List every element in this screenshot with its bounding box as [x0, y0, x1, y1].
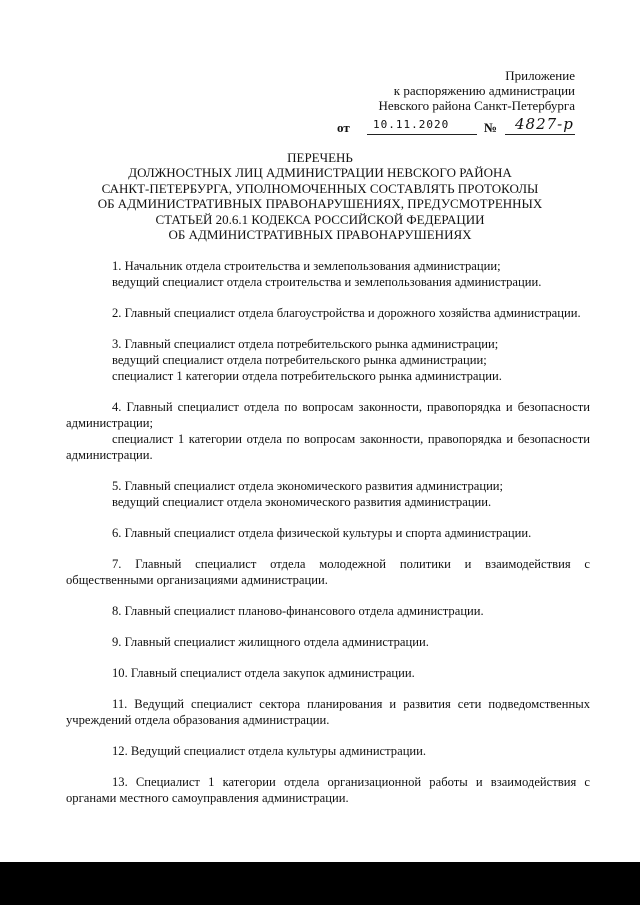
number-value: 4827-р	[515, 115, 574, 133]
title-line: ОБ АДМИНИСТРАТИВНЫХ ПРАВОНАРУШЕНИЯХ	[168, 227, 472, 243]
date-prefix: от	[337, 120, 350, 135]
date-number-line	[337, 115, 577, 136]
item-paragraph: 4. Главный специалист отдела по вопросам законности, правопорядка и безопасности администрации;	[66, 400, 590, 430]
date-value: 10.11.2020	[373, 118, 450, 131]
item-paragraph: 10. Главный специалист отдела закупок администрации.	[112, 666, 415, 680]
item-paragraph: 8. Главный специалист планово-финансового отдела администрации.	[112, 604, 484, 618]
title-line: САНКТ-ПЕТЕРБУРГА, УПОЛНОМОЧЕННЫХ СОСТАВЛЯТЬ ПРОТОКОЛЫ	[101, 180, 539, 196]
item-paragraph: 6. Главный специалист отдела физической культуры и спорта администрации.	[112, 526, 532, 540]
title-line: ОБ АДМИНИСТРАТИВНЫХ ПРАВОНАРУШЕНИЯХ, ПРЕДУСМОТРЕННЫХ	[97, 196, 543, 212]
title-line: СТАТЬЕЙ 20.6.1 КОДЕКСА РОССИЙСКОЙ ФЕДЕРАЦИИ	[155, 211, 485, 227]
list-item	[66, 478, 590, 510]
list-item	[66, 305, 590, 321]
item-paragraph: специалист 1 категории отдела потребительского рынка администрации.	[112, 369, 502, 383]
item-paragraph: 2. Главный специалист отдела благоустройства и дорожного хозяйства администрации.	[112, 306, 581, 320]
item-paragraph: ведущий специалист отдела строительства и землепользования администрации.	[112, 275, 542, 289]
list-item	[66, 399, 590, 463]
list-item	[66, 336, 590, 384]
title-line: ПЕРЕЧЕНЬ	[287, 150, 353, 165]
appendix-header	[379, 68, 576, 113]
item-paragraph: специалист 1 категории отдела по вопросам законности, правопорядка и безопасности администрации.	[66, 432, 590, 462]
item-paragraph: 3. Главный специалист отдела потребительского рынка администрации;	[112, 337, 499, 351]
list-item	[66, 525, 590, 541]
list-item	[66, 603, 590, 619]
list-item	[66, 665, 590, 681]
item-paragraph: 5. Главный специалист отдела экономического развития администрации;	[112, 479, 504, 493]
title-line: ДОЛЖНОСТНЫХ ЛИЦ АДМИНИСТРАЦИИ НЕВСКОГО РАЙОНА	[128, 165, 512, 181]
document-title	[90, 150, 550, 242]
appendix-line: к распоряжению администрации	[393, 83, 575, 98]
number-prefix: №	[484, 120, 498, 135]
list-item	[66, 696, 590, 728]
appendix-line: Приложение	[505, 68, 575, 83]
item-paragraph: 1. Начальник отдела строительства и землепользования администрации;	[112, 259, 501, 273]
list-item	[66, 556, 590, 588]
item-paragraph: 9. Главный специалист жилищного отдела администрации.	[112, 635, 429, 649]
scan-bottom-border	[0, 862, 640, 905]
list-item	[66, 258, 590, 290]
officials-list	[66, 258, 590, 821]
item-paragraph: 11. Ведущий специалист сектора планирования и развития сети подведомственных учреждений отдела образования администрации.	[66, 697, 590, 727]
item-paragraph: 12. Ведущий специалист отдела культуры администрации.	[112, 744, 427, 758]
appendix-line: Невского района Санкт-Петербурга	[378, 98, 575, 113]
list-item	[66, 634, 590, 650]
item-paragraph: 7. Главный специалист отдела молодежной политики и взаимодействия с общественными организациями администрации.	[66, 557, 590, 587]
item-paragraph: ведущий специалист отдела экономического развития администрации.	[112, 495, 492, 509]
list-item	[66, 774, 590, 806]
item-paragraph: ведущий специалист отдела потребительского рынка администрации;	[112, 353, 487, 367]
date-field	[367, 118, 477, 135]
list-item	[66, 743, 590, 759]
item-paragraph: 13. Специалист 1 категории отдела организационной работы и взаимодействия с органами местного самоуправления администрации.	[66, 775, 590, 805]
number-field	[505, 115, 575, 135]
